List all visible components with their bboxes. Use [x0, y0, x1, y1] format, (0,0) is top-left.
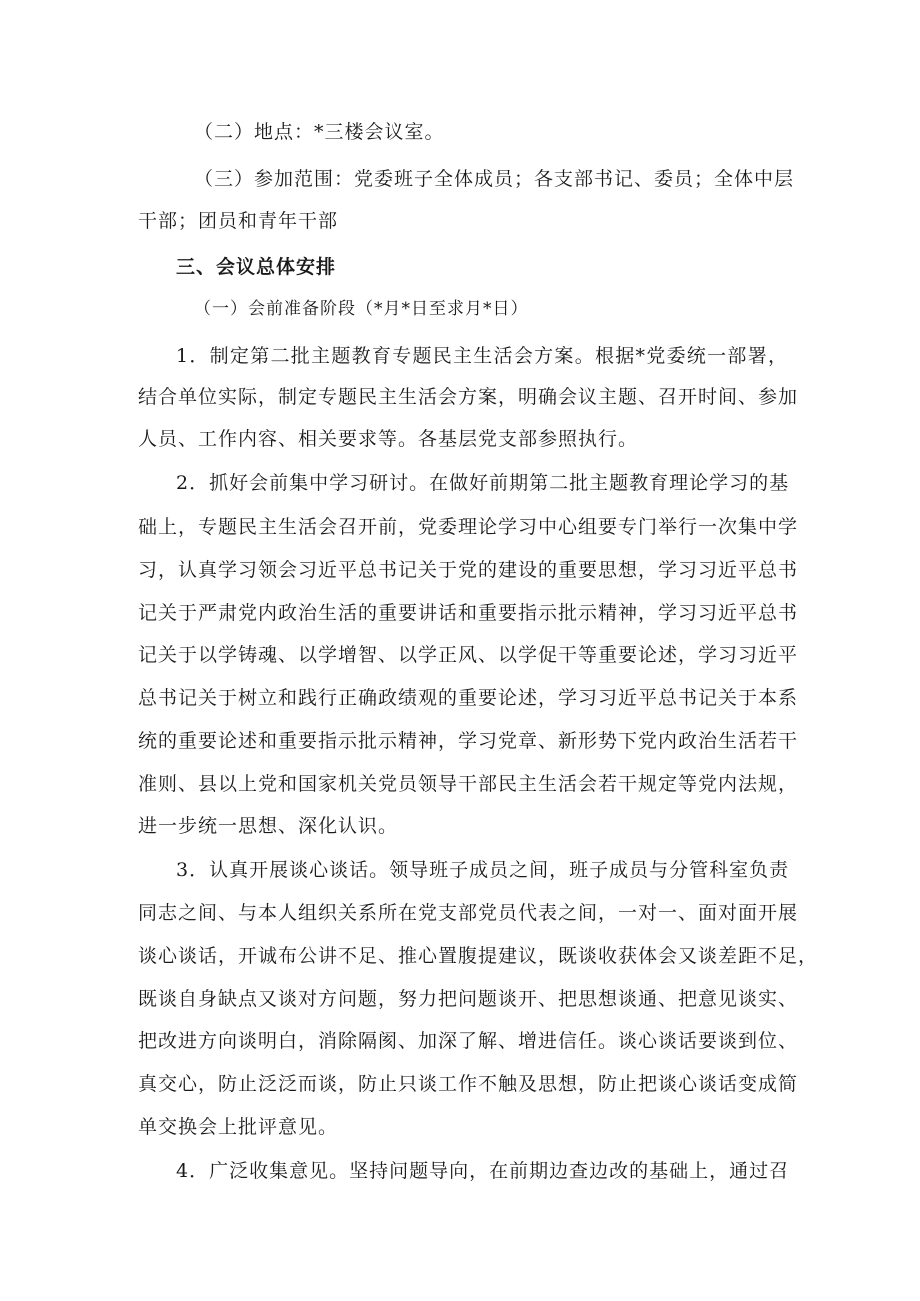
- item-2-line-1: 2．抓好会前集中学习研讨。在做好前期第二批主题教育理论学习的基: [176, 472, 790, 494]
- section-heading-3: 三、会议总体安排: [176, 256, 337, 278]
- item-1-line-3: 人员、工作内容、相关要求等。各基层党支部参照执行。: [138, 428, 639, 450]
- item-3-line-4: 既谈自身缺点又谈对方问题，努力把问题谈开、把思想谈通、把意见谈实、: [138, 988, 799, 1010]
- item-3-line-6: 真交心，防止泛泛而谈，防止只谈工作不触及思想，防止把谈心谈话变成简: [138, 1073, 799, 1095]
- item-3-line-3: 谈心谈话，开诚布公讲不足、推心置腹提建议，既谈收获体会又谈差距不足，: [138, 945, 819, 967]
- item-2-line-2: 础上，专题民主生活会召开前，党委理论学习中心组要专门举行一次集中学: [138, 516, 799, 538]
- item-2-line-3: 习，认真学习领会习近平总书记关于党的建设的重要思想，学习习近平总书: [138, 559, 799, 581]
- participants-line-1: （三）参加范围：党委班子全体成员；各支部书记、委员；全体中层: [194, 168, 795, 190]
- subsection-heading-prep: （一）会前准备阶段（*月*日至求月*日）: [194, 299, 529, 319]
- item-4-line-1: 4．广泛收集意见。坚持问题导向，在前期边查边改的基础上，通过召: [176, 1160, 790, 1182]
- item-2-line-8: 准则、县以上党和国家机关党员领导干部民主生活会若干规定等党内法规，: [138, 773, 799, 795]
- item-2-line-7: 统的重要论述和重要指示批示精神，学习党章、新形势下党内政治生活若干: [138, 730, 799, 752]
- item-2-line-9: 进一步统一思想、深化认识。: [138, 815, 399, 837]
- item-1-line-2: 结合单位实际，制定专题民主生活会方案，明确会议主题、召开时间、参加: [138, 386, 799, 408]
- item-2-line-4: 记关于严肃党内政治生活的重要讲话和重要指示批示精神，学习习近平总书: [138, 602, 799, 624]
- item-1-line-1: 1．制定第二批主题教育专题民主生活会方案。根据*党委统一部署，: [176, 345, 788, 367]
- item-3-line-5: 把改进方向谈明白，消除隔阂、加深了解、增进信任。谈心谈话要谈到位、: [138, 1030, 799, 1052]
- item-2-line-6: 总书记关于树立和践行正确政绩观的重要论述，学习习近平总书记关于本系: [138, 687, 799, 709]
- participants-line-2: 干部；团员和青年干部: [138, 210, 339, 232]
- item-3-line-2: 同志之间、与本人组织关系所在党支部党员代表之间，一对一、面对面开展: [138, 902, 799, 924]
- item-3-line-1: 3．认真开展谈心谈话。领导班子成员之间，班子成员与分管科室负责: [176, 859, 790, 881]
- item-3-line-7: 单交换会上批评意见。: [138, 1116, 339, 1138]
- item-2-line-5: 记关于以学铸魂、以学增智、以学正风、以学促干等重要论述，学习习近平: [138, 644, 799, 666]
- location-line: （二）地点：*三楼会议室。: [194, 121, 445, 143]
